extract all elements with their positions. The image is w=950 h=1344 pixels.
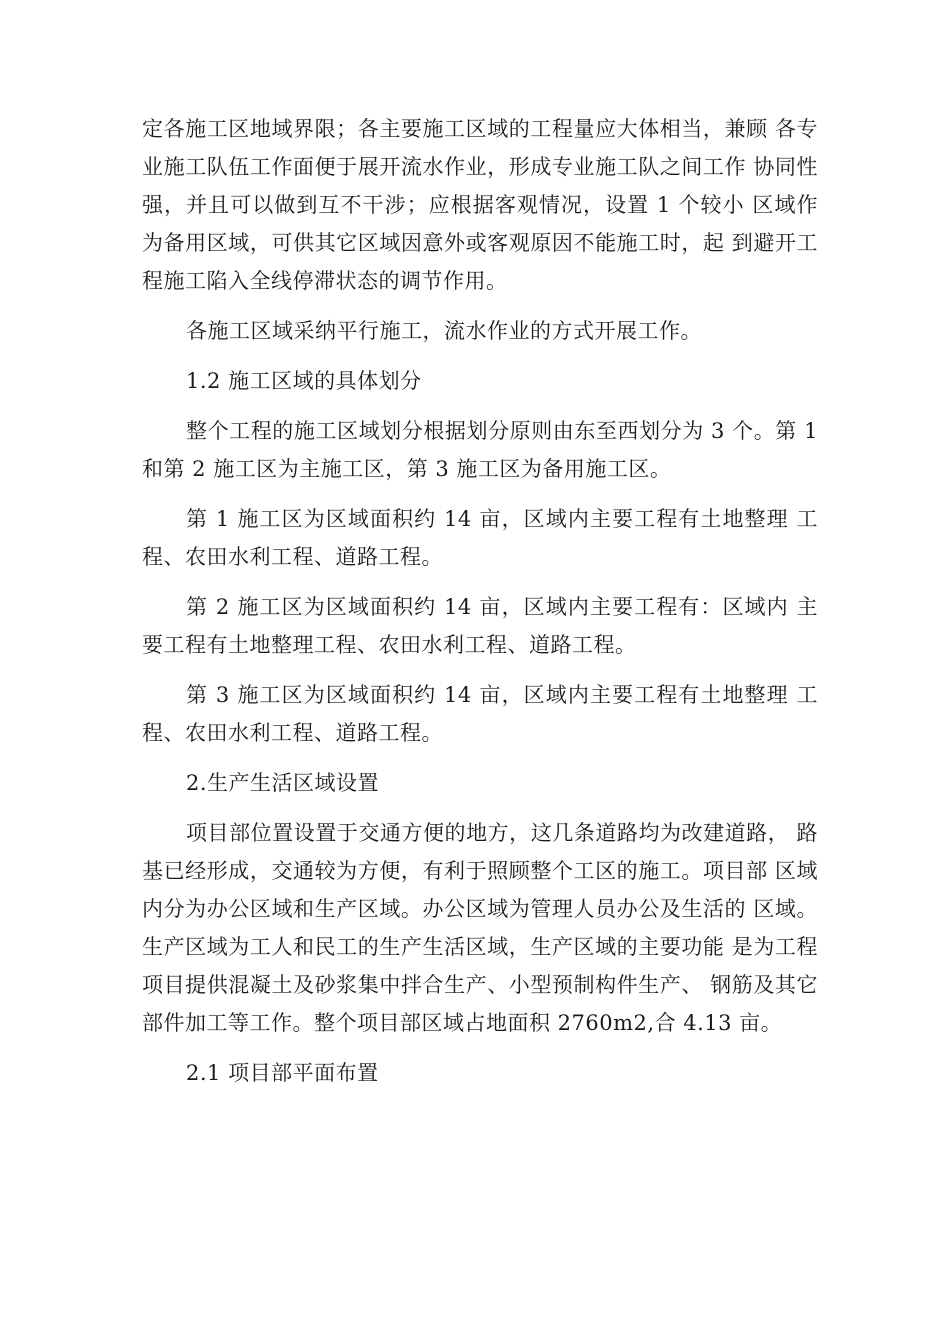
paragraph-zone-2: 第 2 施工区为区域面积约 14 亩，区域内主要工程有：区域内 主要工程有土地整理工程、农田水利工程、道路工程。 xyxy=(142,595,818,657)
paragraph-project-department: 项目部位置设置于交通方便的地方，这几条道路均为改建道路， 路基已经形成，交通较为方便，有利于照顾整个工区的施工。项目部 区域内分为办公区域和生产区域。办公区域为管理人员办公及生活的 区域。生产区域为工人和民工的生产生活区域，生产区域的主要功能 是为工程项目提供混凝土及砂浆集中拌合生产、小型预制构件生产、 钢筋及其它部件加工等工作。整个项目部区域占地面积 2760m2,合 4.13 亩。 xyxy=(142,821,818,1035)
paragraph-zone-1: 第 1 施工区为区域面积约 14 亩，区域内主要工程有土地整理 工程、农田水利工程、道路工程。 xyxy=(142,507,818,569)
document-body xyxy=(142,110,818,1092)
paragraph-zone-division: 整个工程的施工区域划分根据划分原则由东至西划分为 3 个。第 1 和第 2 施工区为主施工区，第 3 施工区为备用施工区。 xyxy=(142,419,818,481)
section-heading-2: 2.生产生活区域设置 xyxy=(186,771,380,795)
paragraph-parallel-construction: 各施工区域采纳平行施工，流水作业的方式开展工作。 xyxy=(186,319,702,343)
section-heading-2-1: 2.1 项目部平面布置 xyxy=(186,1061,379,1085)
section-heading-1-2: 1.2 施工区域的具体划分 xyxy=(186,369,422,393)
paragraph-zone-3: 第 3 施工区为区域面积约 14 亩，区域内主要工程有土地整理 工程、农田水利工程、道路工程。 xyxy=(142,683,818,745)
paragraph-zone-principles: 定各施工区地域界限；各主要施工区域的工程量应大体相当，兼顾 各专业施工队伍工作面便于展开流水作业，形成专业施工队之间工作 协同性强，并且可以做到互不干涉；应根据客观情况，设置 1 个较小 区域作为备用区域，可供其它区域因意外或客观原因不能施工时，起 到避开工程施工陷入全线停滞状态的调节作用。 xyxy=(142,117,818,293)
